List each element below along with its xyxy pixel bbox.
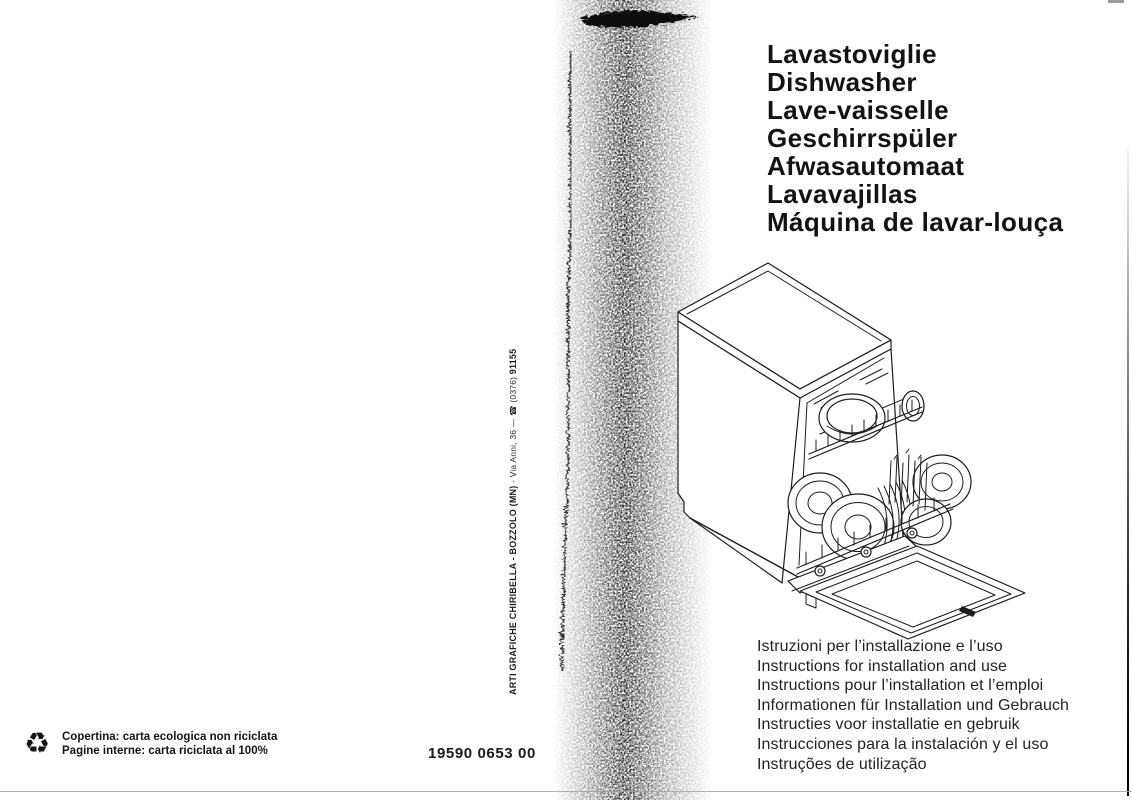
product-title-nl: Afwasautomaat bbox=[767, 151, 965, 181]
product-title-en: Dishwasher bbox=[767, 67, 917, 97]
product-title-pt: Máquina de lavar-louça bbox=[767, 207, 1064, 237]
instruction-line-it: Istruzioni per l’installazione e l’uso bbox=[757, 638, 1003, 655]
phone-prefix: (0376) bbox=[508, 374, 518, 406]
instruction-line-es: Instrucciones para la instalación y el uso bbox=[757, 735, 1049, 753]
instruction-lines-block bbox=[757, 637, 1069, 774]
instruction-line-pt: Instruções de utilização bbox=[757, 755, 927, 773]
printer-credit-text bbox=[508, 349, 519, 695]
printer-address: - Via Anni, 36 — bbox=[508, 415, 518, 486]
recycling-icon: ♻ bbox=[24, 728, 50, 760]
phone-number: 91155 bbox=[508, 348, 518, 375]
product-title-es: Lavavajillas bbox=[767, 179, 918, 209]
dishwasher-illustration bbox=[670, 250, 1070, 640]
eco-note-line2: Pagine interne: carta riciclata al 100% bbox=[62, 745, 268, 757]
product-title-fr: Lave-vaisselle bbox=[767, 95, 949, 125]
eco-note bbox=[24, 727, 277, 761]
open-door bbox=[800, 546, 1025, 639]
scan-speck bbox=[1108, 0, 1124, 3]
instruction-line-de: Informationen für Installation und Gebrauch bbox=[757, 696, 1070, 714]
printer-name: ARTI GRAFICHE CHIRIBELLA - BOZZOLO (MN) bbox=[508, 485, 518, 695]
instruction-line-fr: Instructions pour l’installation et l’emploi bbox=[757, 677, 1044, 695]
eco-note-line1: Copertina: carta ecologica non riciclata bbox=[62, 731, 278, 743]
lower-rack-plates bbox=[788, 449, 971, 560]
part-number: 19590 0653 00 bbox=[428, 745, 536, 762]
product-title-de: Geschirrspüler bbox=[767, 123, 958, 153]
product-title-it: Lavastoviglie bbox=[767, 39, 937, 69]
instruction-line-en: Instructions for installation and use bbox=[757, 657, 1008, 675]
page-bottom-hairline bbox=[0, 791, 1132, 792]
instruction-line-nl: Instructies voor installatie en gebruik bbox=[757, 716, 1020, 734]
page-edge-line bbox=[1127, 148, 1129, 796]
phone-icon: ☎ bbox=[508, 405, 518, 416]
product-title-block bbox=[767, 40, 1063, 236]
